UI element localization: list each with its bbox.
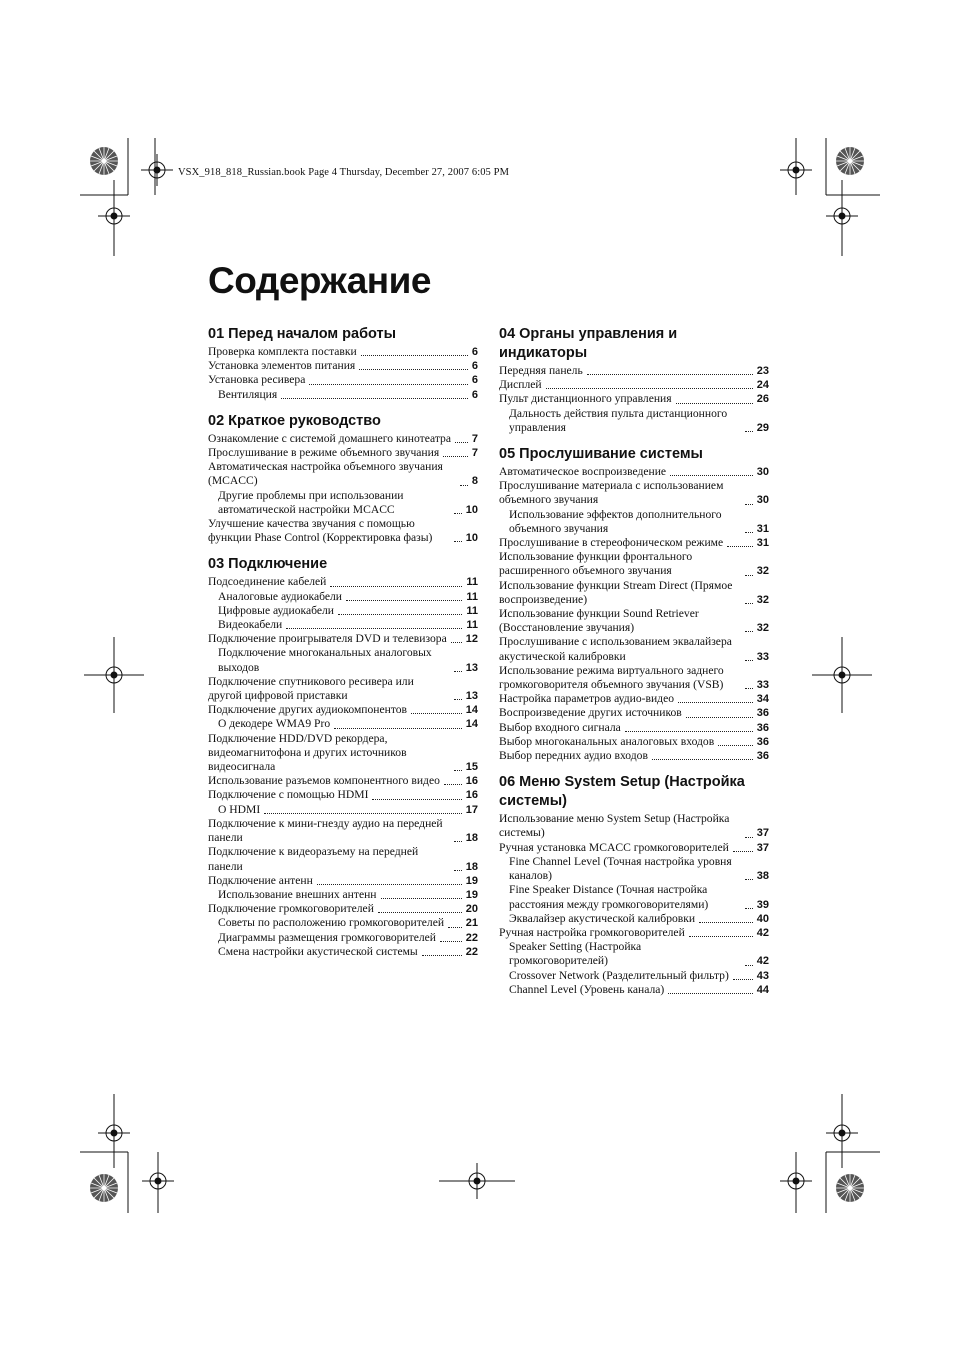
dot-leader (745, 688, 753, 689)
page-number: 15 (465, 761, 478, 774)
toc-subentry[interactable] (499, 407, 769, 435)
dot-leader (330, 586, 462, 587)
dot-leader (454, 870, 462, 871)
dot-leader (686, 717, 753, 718)
toc-subentry[interactable] (208, 888, 478, 902)
dot-leader (745, 631, 753, 632)
entry-text: Использование функции Sound Retriever (Восстановление звучания) (499, 607, 699, 635)
entry-text: Воспроизведение других источников (499, 706, 682, 720)
dot-leader (454, 671, 462, 672)
toc-entry[interactable] (208, 817, 478, 845)
entry-text: Fine Channel Level (Точная настройка уровня каналов) (509, 854, 732, 883)
toc-entry[interactable] (499, 749, 769, 763)
page-number: 31 (756, 537, 769, 550)
toc-entry[interactable] (499, 692, 769, 706)
dot-leader (451, 642, 462, 643)
dot-leader (670, 475, 753, 476)
page-number: 36 (756, 721, 769, 734)
entry-text: Подключение антенн (208, 873, 313, 887)
page-number: 22 (465, 945, 478, 958)
page-number: 37 (756, 827, 769, 840)
entry-text: Дисплей (499, 378, 542, 392)
entry-text: Передняя панель (499, 364, 583, 377)
toc-entry[interactable] (499, 607, 769, 635)
dot-leader (745, 603, 753, 604)
entry-text: Ручная установка MCACC громкоговорителей (499, 840, 729, 854)
toc-subentry[interactable] (208, 388, 478, 402)
toc-entry[interactable] (499, 664, 769, 692)
entry-text: Ознакомление с системой домашнего кинотеатра (208, 431, 451, 445)
dot-leader (745, 660, 753, 661)
toc-section (208, 412, 478, 546)
entry-text: Fine Speaker Distance (Точная настройка расстояния между громкоговорителями) (509, 883, 709, 911)
toc-entry[interactable] (208, 359, 478, 373)
toc-subentry[interactable] (499, 969, 769, 983)
toc-subentry[interactable] (208, 590, 478, 604)
entry-text: Другие проблемы при использовании автоматической настройки MCACC (218, 488, 404, 516)
page-number: 26 (756, 393, 769, 406)
page-number: 30 (756, 466, 769, 479)
toc-entry[interactable] (208, 460, 478, 488)
page-number: 19 (465, 874, 478, 887)
entry-text: Улучшение качества звучания с помощью функции Phase Control (Корректировка фазы) (208, 517, 433, 545)
toc-subentry[interactable] (208, 916, 478, 930)
entry-text: Speaker Setting (Настройка громкоговорителей) (509, 940, 642, 968)
page-title: Содержание (208, 260, 431, 301)
entry-text: Подключение проигрывателя DVD и телевизора (208, 632, 447, 646)
toc-entry[interactable] (499, 579, 769, 607)
print-file-header: VSX_918_818_Russian.book Page 4 Thursday, December 27, 2007 6:05 PM (178, 167, 510, 178)
toc-subentry[interactable] (208, 646, 478, 674)
entry-text: Советы по расположению громкоговорителей (218, 916, 445, 930)
toc-subentry[interactable] (208, 931, 478, 945)
dot-leader (678, 702, 753, 703)
toc-entry[interactable] (208, 373, 478, 387)
page-number: 6 (471, 374, 478, 387)
entry-text: Смена настройки акустической системы (218, 944, 418, 958)
dot-leader (281, 398, 468, 399)
toc-subentry[interactable] (499, 983, 769, 997)
page-number: 34 (756, 693, 769, 706)
dot-leader (689, 936, 753, 937)
toc-entry[interactable] (208, 575, 478, 589)
dot-leader (699, 922, 753, 923)
page-number: 39 (756, 898, 769, 911)
dot-leader (443, 456, 468, 457)
toc-entry[interactable] (499, 841, 769, 855)
entry-text: Использование функции фронтального расширенного объемного звучания (499, 550, 693, 578)
entry-text: Использование режима виртуального заднего громкоговорителя объемного звучания (VSB) (499, 663, 724, 692)
toc-section (499, 325, 769, 435)
entry-text: О декодере WMA9 Pro (218, 717, 331, 731)
entry-text: Аналоговые аудиокабели (218, 589, 342, 603)
toc-subentry[interactable] (499, 508, 769, 536)
page-number: 10 (465, 503, 478, 516)
entry-text: Вентиляция (218, 387, 278, 401)
entry-text: Пульт дистанционного управления (499, 392, 672, 406)
toc-entry[interactable] (208, 432, 478, 446)
toc-entry[interactable] (499, 706, 769, 720)
dot-leader (454, 513, 462, 514)
page-number: 14 (465, 704, 478, 717)
dot-leader (676, 403, 753, 404)
page-number: 32 (756, 622, 769, 635)
dot-leader (346, 600, 462, 601)
page-number: 24 (756, 379, 769, 392)
entry-text: Использование функции Stream Direct (Прямое воспроизведение) (499, 578, 733, 606)
toc-subentry[interactable] (499, 940, 769, 968)
page-number: 18 (465, 832, 478, 845)
dot-leader (422, 955, 462, 956)
toc-entry[interactable] (499, 479, 769, 507)
toc-subentry[interactable] (208, 945, 478, 959)
toc-entry[interactable] (208, 732, 478, 775)
dot-leader (652, 759, 753, 760)
page-number: 12 (465, 633, 478, 646)
entry-text: Выбор многоканальных аналоговых входов (499, 734, 715, 748)
section-title: 06 Меню System Setup (Настройка системы) (499, 774, 745, 810)
toc-entry[interactable] (208, 517, 478, 545)
page-number: 6 (471, 360, 478, 373)
dot-leader (668, 993, 752, 994)
page-number: 36 (756, 735, 769, 748)
page-number: 16 (465, 775, 478, 788)
entry-text: Эквалайзер акустической калибровки (509, 911, 696, 925)
entry-text: Использование меню System Setup (Настройка системы) (499, 812, 730, 840)
entry-text: Подключение HDD/DVD рекордера, видеомагнитофона и других источников видеосигнала (208, 731, 407, 774)
toc-entry[interactable] (208, 845, 478, 873)
entry-text: Channel Level (Уровень канала) (509, 982, 665, 996)
entry-text: О HDMI (218, 802, 261, 816)
toc-subentry[interactable] (208, 717, 478, 731)
page-number: 33 (756, 679, 769, 692)
dot-leader (338, 614, 462, 615)
page-number: 8 (471, 475, 478, 488)
page-number: 37 (756, 841, 769, 854)
dot-leader (454, 541, 462, 542)
dot-leader (745, 532, 753, 533)
dot-leader (745, 837, 753, 838)
entry-text: Диаграммы размещения громкоговорителей (218, 930, 436, 944)
toc-entry[interactable] (499, 378, 769, 392)
page-number: 21 (465, 917, 478, 930)
dot-leader (317, 884, 462, 885)
entry-text: Выбор входного сигнала (499, 720, 621, 734)
toc-entry[interactable] (499, 364, 769, 378)
page-number: 38 (756, 870, 769, 883)
toc-entry[interactable] (499, 635, 769, 663)
page-number: 40 (756, 912, 769, 925)
toc-section (499, 445, 769, 763)
page-number: 43 (756, 969, 769, 982)
dot-leader (381, 898, 462, 899)
entry-text: Автоматическое воспроизведение (499, 465, 667, 479)
page-number: 33 (756, 650, 769, 663)
toc-subentry[interactable] (208, 489, 478, 517)
entry-text: Ручная настройка громкоговорителей (499, 925, 685, 939)
entry-text: Цифровые аудиокабели (218, 603, 334, 617)
toc-entry[interactable] (208, 774, 478, 788)
section-title: 05 Прослушивание системы (499, 446, 703, 463)
page-number: 36 (756, 707, 769, 720)
page-number: 17 (465, 803, 478, 816)
page-number: 13 (465, 690, 478, 703)
dot-leader (733, 851, 753, 852)
dot-leader (264, 813, 462, 814)
toc-entry[interactable] (208, 902, 478, 916)
entry-text: Прослушивание в стереофоническом режиме (499, 536, 724, 550)
entry-text: Дальность действия пульта дистанционного управления (509, 406, 728, 434)
entry-text: Использование эффектов дополнительного объемного звучания (509, 507, 722, 535)
entry-text: Подключение других аудиокомпонентов (208, 703, 408, 717)
toc-column-left (208, 325, 478, 959)
dot-leader (745, 575, 753, 576)
entry-text: Подключение многоканальных аналоговых выходов (218, 646, 432, 674)
toc-entry[interactable] (499, 721, 769, 735)
page-number: 16 (465, 789, 478, 802)
dot-leader (454, 699, 462, 700)
page-number: 29 (756, 421, 769, 434)
dot-leader (745, 965, 753, 966)
dot-leader (587, 374, 753, 375)
page-number: 14 (465, 718, 478, 731)
entry-text: Видеокабели (218, 618, 283, 632)
dot-leader (359, 369, 468, 370)
entry-text: Подключение к мини-гнезду аудио на передней панели (208, 816, 443, 845)
dot-leader (546, 388, 753, 389)
entry-text: Подключение к видеоразъему на передней панели (208, 845, 419, 873)
section-title: 03 Подключение (208, 556, 328, 573)
page-number: 6 (471, 346, 478, 358)
page-number: 10 (465, 532, 478, 545)
entry-text: Прослушивание в режиме объемного звучания (208, 446, 440, 460)
section-title: 04 Органы управления и индикаторы (499, 326, 678, 361)
toc-subentry[interactable] (208, 604, 478, 618)
entry-text: Подключение громкоговорителей (208, 902, 374, 916)
dot-leader (361, 355, 468, 356)
dot-leader (309, 384, 468, 385)
toc-section (499, 773, 769, 997)
page-number: 31 (756, 522, 769, 535)
page-number: 11 (466, 576, 478, 589)
page-number: 7 (471, 447, 478, 460)
entry-text: Crossover Network (Разделительный фильтр) (509, 968, 729, 982)
page-number: 19 (465, 888, 478, 901)
page-number: 44 (756, 983, 769, 996)
page-number: 18 (465, 860, 478, 873)
page-number: 42 (756, 955, 769, 968)
toc-entry[interactable] (208, 675, 478, 703)
page-number: 7 (471, 432, 478, 445)
dot-leader (286, 628, 462, 629)
dot-leader (372, 799, 461, 800)
entry-text: Прослушивание с использованием эквалайзера акустической калибровки (499, 635, 732, 663)
page-number: 36 (756, 750, 769, 763)
dot-leader (454, 841, 462, 842)
entry-text: Подсоединение кабелей (208, 575, 327, 589)
toc-entry[interactable] (208, 874, 478, 888)
toc-entry[interactable] (499, 812, 769, 840)
entry-text: Использование внешних антенн (218, 887, 377, 901)
toc-entry[interactable] (499, 550, 769, 578)
page-number: 32 (756, 565, 769, 578)
dot-leader (625, 731, 753, 732)
dot-leader (745, 431, 753, 432)
entry-text: Проверка комплекта поставки (208, 345, 357, 358)
page-number: 42 (756, 926, 769, 939)
toc-entry[interactable] (499, 392, 769, 406)
entry-text: Подключение спутникового ресивера или другой цифровой приставки (208, 674, 414, 703)
toc-subentry[interactable] (499, 883, 769, 911)
dot-leader (448, 927, 462, 928)
dot-leader (460, 485, 468, 486)
dot-leader (444, 784, 462, 785)
toc-section (208, 325, 478, 402)
dot-leader (378, 912, 462, 913)
entry-text: Установка элементов питания (208, 359, 356, 373)
entry-text: Установка ресивера (208, 373, 306, 387)
entry-text: Использование разъемов компонентного видео (208, 774, 440, 788)
entry-text: Прослушивание материала с использованием объемного звучания (499, 479, 724, 507)
entry-text: Выбор передних аудио входов (499, 749, 648, 763)
dot-leader (455, 442, 468, 443)
page-number: 23 (756, 365, 769, 377)
toc-entry[interactable] (499, 465, 769, 479)
page-number: 11 (466, 619, 478, 632)
toc-entry[interactable] (208, 632, 478, 646)
entry-text: Настройка параметров аудио-видео (499, 692, 675, 706)
page-number: 13 (465, 661, 478, 674)
dot-leader (334, 728, 462, 729)
toc-entry[interactable] (208, 788, 478, 802)
toc-column-right (499, 325, 769, 997)
dot-leader (440, 941, 462, 942)
dot-leader (718, 745, 753, 746)
toc-subentry[interactable] (499, 855, 769, 883)
toc-subentry[interactable] (208, 618, 478, 632)
section-title: 02 Краткое руководство (208, 412, 381, 429)
toc-subentry[interactable] (208, 803, 478, 817)
toc-subentry[interactable] (499, 912, 769, 926)
page-number: 30 (756, 494, 769, 507)
page-number: 11 (466, 604, 478, 617)
page-number: 22 (465, 931, 478, 944)
toc-entry[interactable] (499, 926, 769, 940)
dot-leader (727, 546, 753, 547)
page-number: 32 (756, 593, 769, 606)
dot-leader (745, 504, 753, 505)
page-number: 11 (466, 590, 478, 603)
entry-text: Автоматическая настройка объемного звучания (MCACC) (208, 460, 443, 488)
toc-entry[interactable] (208, 703, 478, 717)
page-number: 6 (471, 388, 478, 401)
section-title: 01 Перед началом работы (208, 326, 397, 342)
toc-entry[interactable] (499, 536, 769, 550)
toc-entry[interactable] (499, 735, 769, 749)
page-number: 20 (465, 903, 478, 916)
dot-leader (745, 879, 753, 880)
dot-leader (411, 713, 462, 714)
toc-section (208, 555, 478, 958)
dot-leader (745, 908, 753, 909)
dot-leader (733, 979, 753, 980)
toc-entry[interactable] (208, 446, 478, 460)
toc-entry[interactable] (208, 345, 478, 359)
dot-leader (454, 770, 462, 771)
entry-text: Подключение с помощью HDMI (208, 788, 369, 802)
